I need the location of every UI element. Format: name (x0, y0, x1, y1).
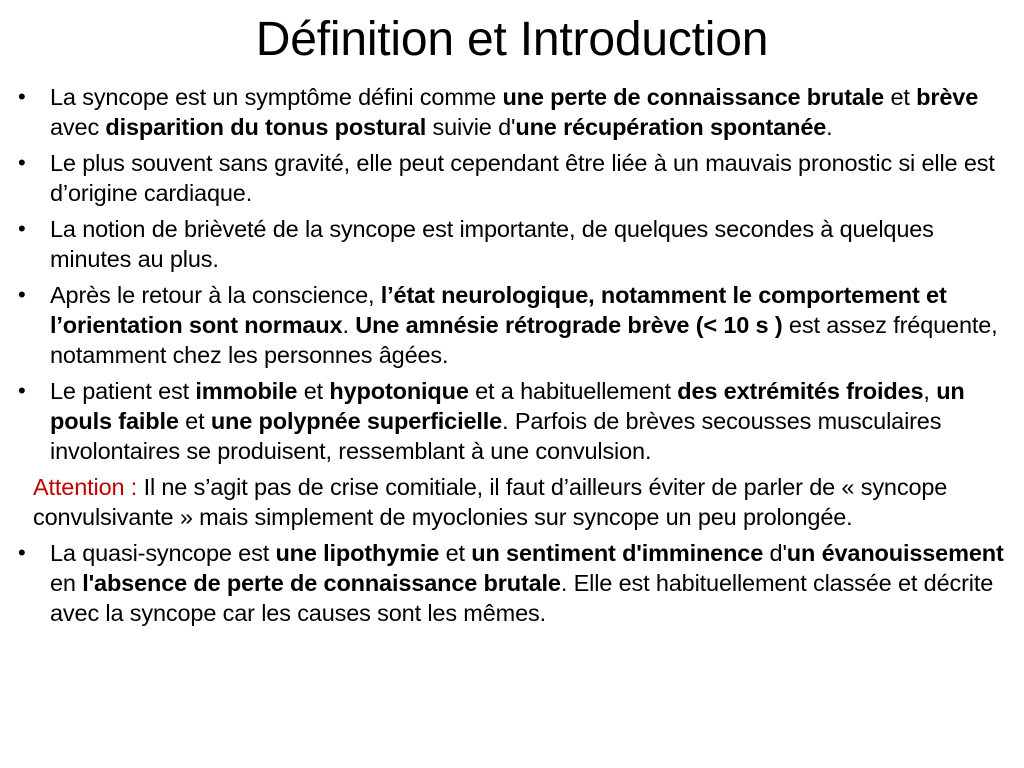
bullet-icon: • (18, 84, 26, 109)
bullet-icon: • (18, 378, 26, 403)
text-run: en (50, 570, 83, 596)
text-run: d' (763, 540, 787, 566)
bold-text-run: l’état neurologique, notamment le comportement et l’orientation sont normaux (50, 282, 947, 338)
bullet-text (50, 148, 1018, 208)
bullet-item-1 (10, 82, 1018, 142)
bullet-item-2 (10, 148, 1018, 208)
bullet-item-5 (10, 376, 1018, 466)
slide-title: Définition et Introduction (255, 13, 769, 66)
bold-text-run: un pouls faible (50, 378, 965, 434)
bold-text-run: une polypnée superficielle (210, 408, 503, 434)
text-run: Après le retour à la conscience, (50, 282, 381, 308)
text-run: La notion de brièveté de la syncope est importante, de quelques secondes à quelques minutes au plus. (50, 216, 934, 272)
text-run: , (923, 378, 937, 404)
bullet-text (50, 538, 1018, 628)
slide-content (10, 82, 1018, 634)
text-run: Le patient est (50, 378, 196, 404)
text-run: . Parfois de brèves secousses musculaires involontaires se produisent, ressemblant à une convulsion. (50, 408, 942, 464)
text-run: La syncope est un symptôme défini comme (50, 84, 503, 110)
text-run: et (297, 378, 330, 404)
bold-text-run: hypotonique (329, 378, 469, 404)
text-run: La quasi-syncope est (50, 540, 276, 566)
bold-text-run: disparition du tonus postural (105, 114, 427, 140)
bold-text-run: des extrémités froides (677, 378, 924, 404)
bold-text-run: Une amnésie rétrograde brève (< 10 s ) (355, 312, 783, 338)
bullet-icon: • (18, 540, 26, 565)
bullet-icon: • (18, 150, 26, 175)
bullet-text (50, 280, 1018, 370)
text-run: et (439, 540, 472, 566)
attention-label: Attention : (33, 474, 144, 500)
bold-text-run: une lipothymie (275, 540, 440, 566)
text-run: et (884, 84, 917, 110)
bullet-text (50, 376, 1018, 466)
text-run: suivie d' (426, 114, 516, 140)
text-run: est assez fréquente, notamment chez les personnes âgées. (50, 312, 998, 368)
text-run: . (826, 114, 833, 140)
attention-note (10, 472, 1018, 532)
text-run: . (342, 312, 356, 338)
bold-text-run: une perte de connaissance brutale (502, 84, 885, 110)
text-run: Le plus souvent sans gravité, elle peut cependant être liée à un mauvais pronostic si elle est d’origine cardiaque. (50, 150, 995, 206)
bold-text-run: une récupération spontanée (515, 114, 827, 140)
bullet-item-4 (10, 280, 1018, 370)
bullet-text (50, 82, 1018, 142)
text-run: avec (50, 114, 106, 140)
bold-text-run: un évanouissement (786, 540, 1004, 566)
bullet-text (50, 214, 1018, 274)
bold-text-run: immobile (195, 378, 298, 404)
attention-text: Il ne s’agit pas de crise comitiale, il faut d’ailleurs éviter de parler de « syncope convulsivante » mais simplement de myoclonies sur syncope un peu prolongée. (33, 474, 948, 530)
bullet-item-6 (10, 538, 1018, 628)
bullet-item-3 (10, 214, 1018, 274)
bold-text-run: brève (916, 84, 979, 110)
text-run: et a habituellement (468, 378, 678, 404)
bold-text-run: l'absence de perte de connaissance brutale (82, 570, 561, 596)
text-run: et (178, 408, 211, 434)
bullet-icon: • (18, 282, 26, 307)
bold-text-run: un sentiment d'imminence (471, 540, 764, 566)
bullet-icon: • (18, 216, 26, 241)
text-run: . Elle est habituellement classée et décrite avec la syncope car les causes sont les mêmes. (50, 570, 994, 626)
attention-paragraph (33, 472, 1018, 532)
